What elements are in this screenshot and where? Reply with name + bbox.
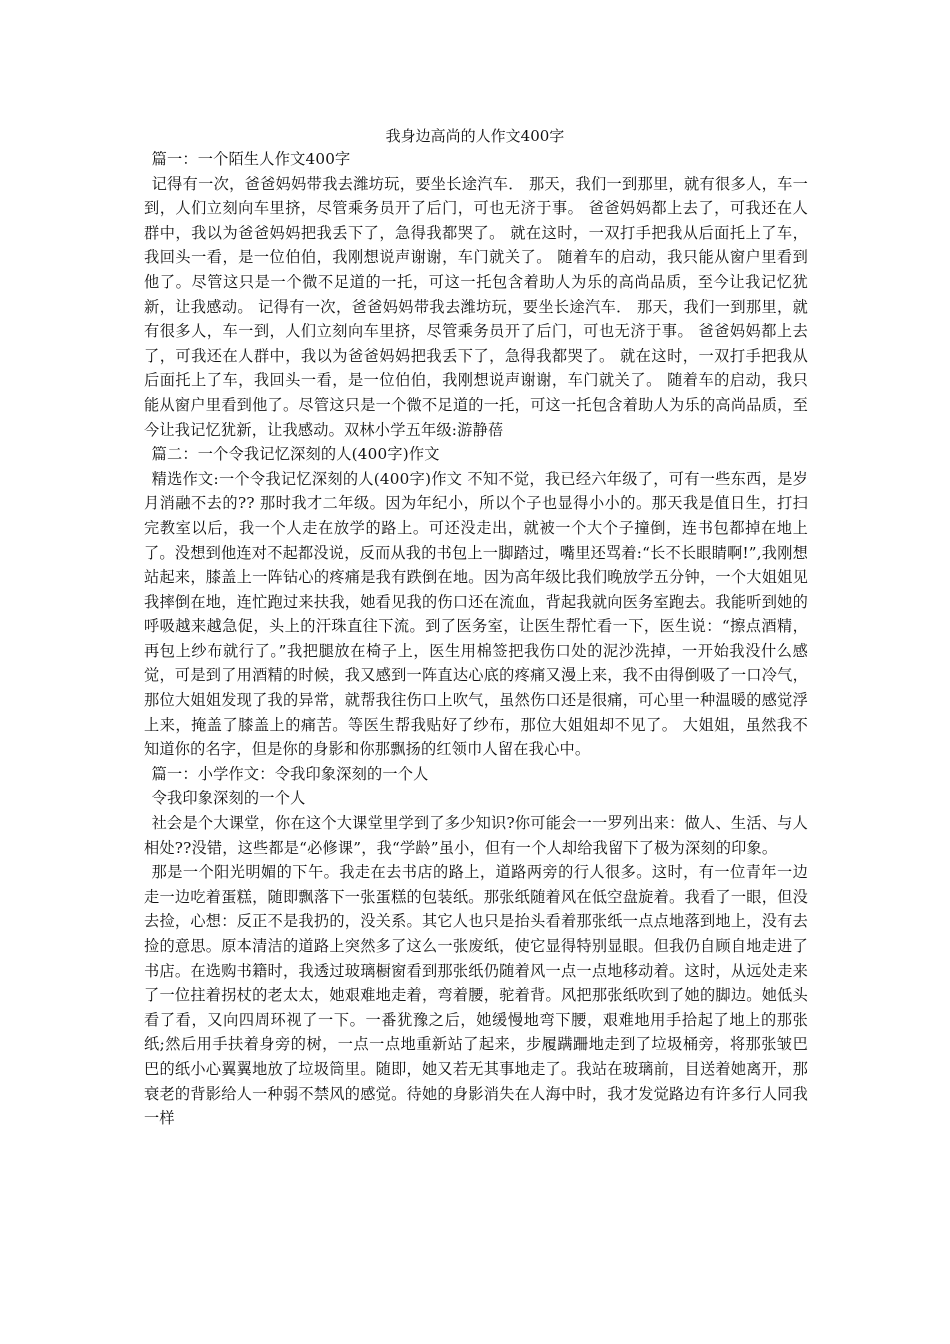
paragraph-2: 精选作文:一个令我记忆深刻的人(400字)作文 不知不觉，我已经六年级了，可有一些东西，是岁月消融不去的?? 那时我才二年级。因为年纪小，所以个子也显得小小的。那天我是值日生，打扫完教室以后，我一个人走在放学的路上。可还没走出，就被一个大个子撞倒，连书包都掉在地上了。没想到他连对不起都没说，反而从我的书包上一脚踏过，嘴里还骂着:“长不长眼睛啊!”,我刚想站起来，膝盖上一阵钻心的疼痛是我有跌倒在地。因为高年级比我们晚放学五分钟，一个大姐姐见我摔倒在地，连忙跑过来扶我，她看见我的伤口还在流血，背起我就向医务室跑去。我能听到她的呼吸越来越急促，头上的汗珠直往下流。到了医务室，让医生帮忙看一下，医生说：“擦点酒精，再包上纱布就行了。”我把腿放在椅子上，医生用棉签把我伤口处的泥沙洗掉，一开始我没什么感觉，可是到了用酒精的时候，我又感到一阵直达心底的疼痛又漫上来，我不由得倒吸了一口冷气，那位大姐姐发现了我的异常，就帮我往伤口上吹气，虽然伤口还是很痛，可心里一种温暖的感觉浮上来，掩盖了膝盖上的痛苦。等医生帮我贴好了纱布，那位大姐姐却不见了。 大姐姐，虽然我不知道你的名字，但是你的身影和你那飘扬的红领巾人留在我心中。 bbox=[144, 469, 808, 759]
paragraph-4: 那是一个阳光明媚的下午。我走在去书店的路上，道路两旁的行人很多。这时，有一位青年一边走一边吃着蛋糕，随即飘落下一张蛋糕的包装纸。那张纸随着风在低空盘旋着。我看了一眼，但没去捡，心想：反正不是我扔的，没关系。其它人也只是抬头看着那张纸一点点地落到地上，没有去捡的意思。原本清洁的道路上突然多了这么一张废纸，使它显得特别显眼。但我仍自顾自地走进了书店。在选购书籍时，我透过玻璃橱窗看到那张纸仍随着风一点一点地移动着。这时，从远处走来了一位拄着拐杖的老太太，她艰难地走着，弯着腰，驼着背。风把那张纸吹到了她的脚边。她低头看了看，又向四周环视了一下。一番犹豫之后，她缓慢地弯下腰，艰难地用手拾起了地上的那张纸;然后用手扶着身旁的树，一点一点地重新站了起来，步履蹒跚地走到了垃圾桶旁，将那张皱巴巴的纸小心翼翼地放了垃圾筒里。随即，她又若无其事地走了。我站在玻璃前，目送着她离开，那衰老的背影给人一种弱不禁风的感觉。待她的身影消失在人海中时，我才发觉路边有许多行人同我一样 bbox=[144, 863, 808, 1128]
document-body bbox=[144, 147, 808, 1131]
section-heading-2: 篇二：一个令我记忆深刻的人(400字)作文 bbox=[151, 445, 440, 464]
paragraph-1: 记得有一次，爸爸妈妈带我去潍坊玩，要坐长途汽车． 那天，我们一到那里，就有很多人，车一到，人们立刻向车里挤，尽管乘务员开了后门，可也无济于事。 爸爸妈妈都上去了，可我还在人群中，我以为爸爸妈妈把我丢下了，急得我都哭了。 就在这时，一双打手把我从后面托上了车，我回头一看，是一位伯伯，我刚想说声谢谢，车门就关了。 随着车的启动，我只能从窗户里看到他了。尽管这只是一个微不足道的一托，可这一托包含着助人为乐的高尚品质，至今让我记忆犹新，让我感动。 记得有一次，爸爸妈妈带我去潍坊玩，要坐长途汽车． 那天，我们一到那里，就有很多人，车一到，人们立刻向车里挤，尽管乘务员开了后门，可也无济于事。 爸爸妈妈都上去了，可我还在人群中，我以为爸爸妈妈把我丢下了，急得我都哭了。 就在这时，一双打手把我从后面托上了车，我回头一看，是一位伯伯，我刚想说声谢谢，车门就关了。 随着车的启动，我只能从窗户里看到他了。尽管这只是一个微不足道的一托，可这一托包含着助人为乐的高尚品质，至今让我记忆犹新，让我感动。双林小学五年级:游静蓓 bbox=[144, 174, 808, 439]
paragraph-3: 社会是个大课堂，你在这个大课堂里学到了多少知识?你可能会一一罗列出来：做人、生活、与人相处??没错，这些都是“必修课”，我“学龄”虽小，但有一个人却给我留下了极为深刻的印象。 bbox=[144, 814, 808, 857]
section-heading-3: 篇一：小学作文：令我印象深刻的一个人 bbox=[151, 764, 429, 783]
subheading: 令我印象深刻的一个人 bbox=[151, 789, 306, 808]
document-title: 我身边高尚的人作文400字 bbox=[385, 127, 565, 145]
section-heading-1: 篇一：一个陌生人作文400字 bbox=[151, 150, 351, 168]
